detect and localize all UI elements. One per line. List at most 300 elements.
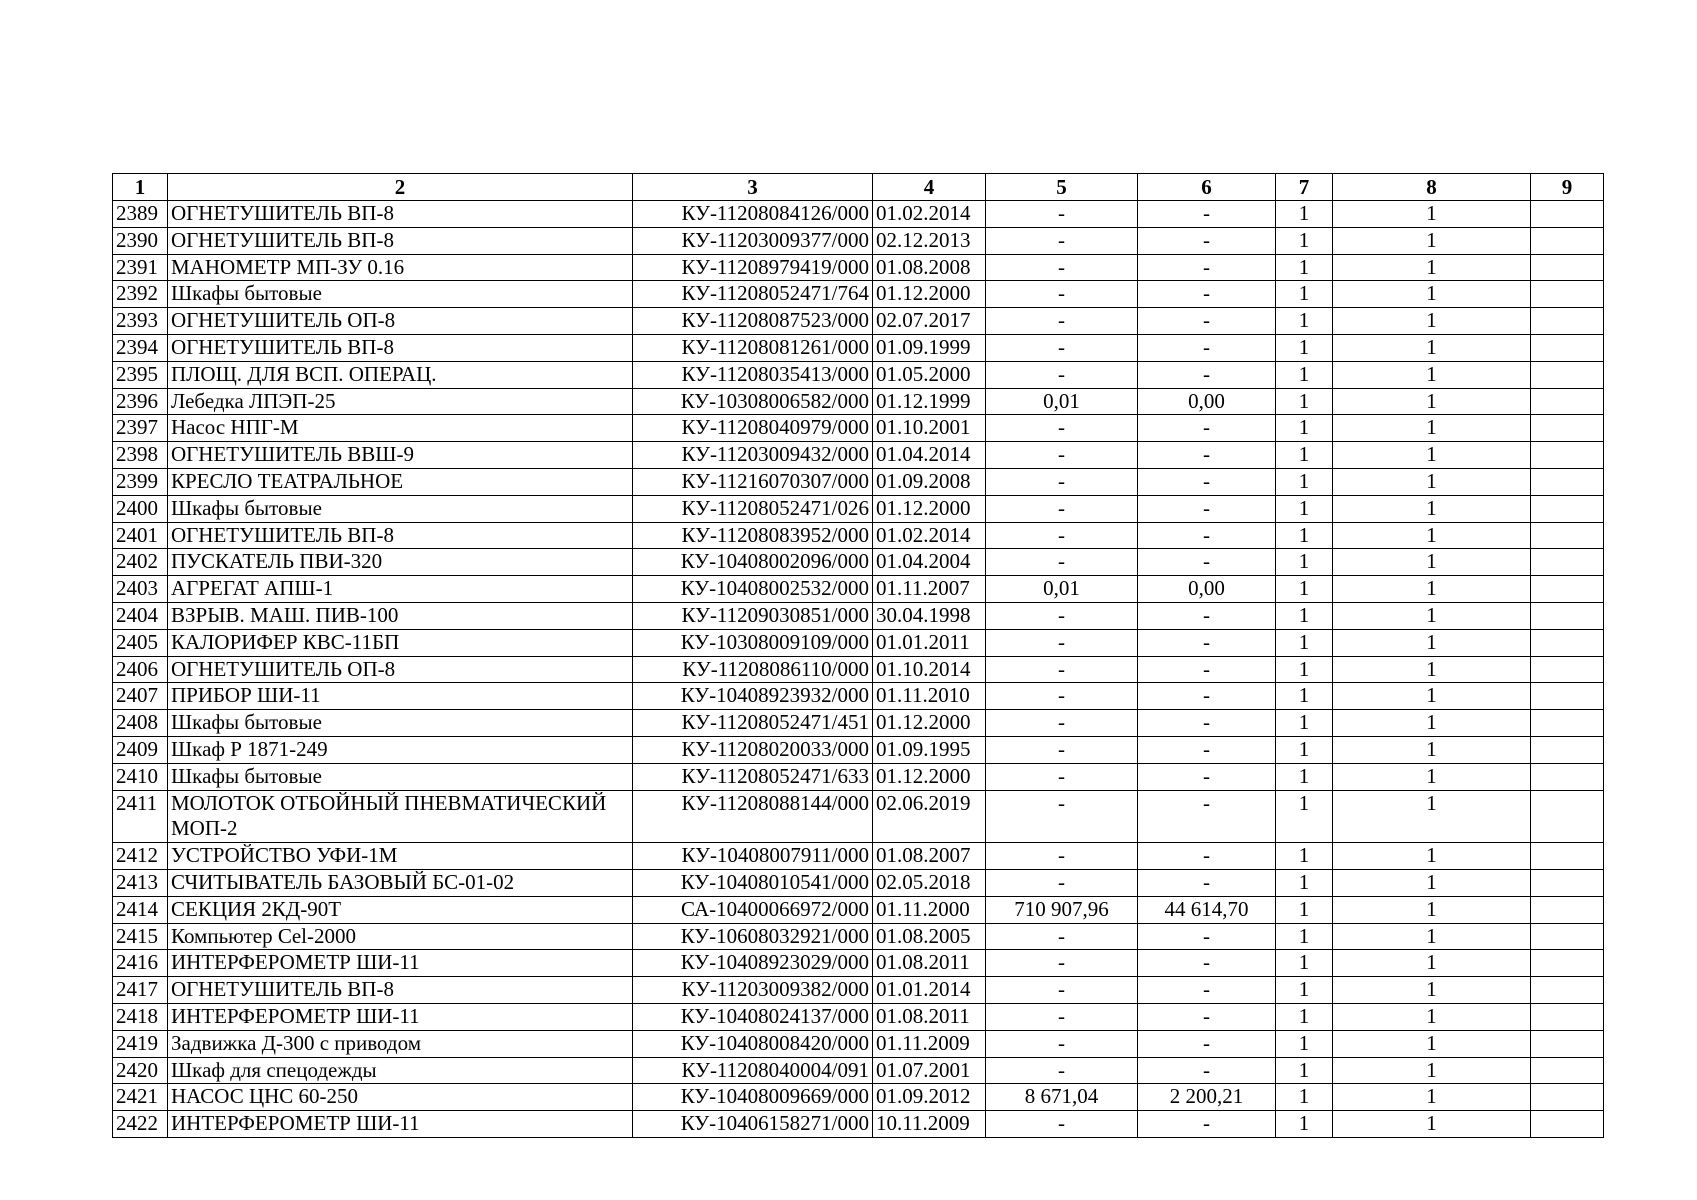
row-number-cell: 2406	[113, 656, 168, 683]
item-name-cell: Шкафы бытовые	[168, 763, 633, 790]
item-name-cell: АГРЕГАТ АПШ-1	[168, 576, 633, 603]
document-page	[112, 173, 1603, 1138]
value-cell-6: -	[1138, 683, 1276, 710]
empty-cell-9	[1531, 576, 1604, 603]
table-row	[113, 602, 1604, 629]
quantity-cell-7: 1	[1276, 522, 1333, 549]
quantity-cell-7: 1	[1276, 1057, 1333, 1084]
quantity-cell-7: 1	[1276, 843, 1333, 870]
row-number-cell: 2396	[113, 388, 168, 415]
quantity-cell-7: 1	[1276, 656, 1333, 683]
value-cell-5: -	[986, 1003, 1138, 1030]
value-cell-5: -	[986, 790, 1138, 843]
inventory-code-cell: КУ-10408007911/000	[633, 843, 873, 870]
quantity-cell-7: 1	[1276, 1030, 1333, 1057]
quantity-cell-7: 1	[1276, 763, 1333, 790]
empty-cell-9	[1531, 254, 1604, 281]
table-body	[113, 201, 1604, 1138]
value-cell-6: 0,00	[1138, 576, 1276, 603]
inventory-code-cell: КУ-11208979419/000	[633, 254, 873, 281]
empty-cell-9	[1531, 522, 1604, 549]
inventory-code-cell: КУ-10408009669/000	[633, 1084, 873, 1111]
quantity-cell-8: 1	[1333, 254, 1531, 281]
value-cell-6: -	[1138, 843, 1276, 870]
row-number-cell: 2421	[113, 1084, 168, 1111]
table-row	[113, 1030, 1604, 1057]
quantity-cell-8: 1	[1333, 977, 1531, 1004]
value-cell-6: -	[1138, 763, 1276, 790]
date-cell: 01.08.2005	[873, 923, 986, 950]
quantity-cell-8: 1	[1333, 227, 1531, 254]
inventory-code-cell: КУ-10408010541/000	[633, 869, 873, 896]
item-name-cell: ОГНЕТУШИТЕЛЬ ВВШ-9	[168, 442, 633, 469]
table-row	[113, 843, 1604, 870]
quantity-cell-7: 1	[1276, 629, 1333, 656]
value-cell-6: -	[1138, 923, 1276, 950]
quantity-cell-8: 1	[1333, 602, 1531, 629]
value-cell-5: -	[986, 361, 1138, 388]
table-row	[113, 361, 1604, 388]
row-number-cell: 2392	[113, 281, 168, 308]
value-cell-5: -	[986, 656, 1138, 683]
date-cell: 01.12.2000	[873, 763, 986, 790]
row-number-cell: 2405	[113, 629, 168, 656]
value-cell-6: -	[1138, 977, 1276, 1004]
row-number-cell: 2390	[113, 227, 168, 254]
date-cell: 01.04.2014	[873, 442, 986, 469]
date-cell: 01.08.2008	[873, 254, 986, 281]
quantity-cell-8: 1	[1333, 1057, 1531, 1084]
empty-cell-9	[1531, 923, 1604, 950]
quantity-cell-8: 1	[1333, 790, 1531, 843]
empty-cell-9	[1531, 950, 1604, 977]
value-cell-6: -	[1138, 602, 1276, 629]
column-header-1: 1	[113, 174, 168, 201]
empty-cell-9	[1531, 1030, 1604, 1057]
date-cell: 01.10.2001	[873, 415, 986, 442]
inventory-code-cell: КУ-10608032921/000	[633, 923, 873, 950]
quantity-cell-8: 1	[1333, 656, 1531, 683]
item-name-cell: Шкаф для спецодежды	[168, 1057, 633, 1084]
empty-cell-9	[1531, 896, 1604, 923]
value-cell-6: -	[1138, 495, 1276, 522]
date-cell: 01.09.2012	[873, 1084, 986, 1111]
value-cell-5: -	[986, 468, 1138, 495]
table-row	[113, 201, 1604, 228]
date-cell: 01.12.2000	[873, 281, 986, 308]
item-name-cell: ОГНЕТУШИТЕЛЬ ВП-8	[168, 227, 633, 254]
row-number-cell: 2418	[113, 1003, 168, 1030]
empty-cell-9	[1531, 629, 1604, 656]
row-number-cell: 2416	[113, 950, 168, 977]
value-cell-5: 710 907,96	[986, 896, 1138, 923]
value-cell-6: -	[1138, 1057, 1276, 1084]
inventory-code-cell: КУ-11208086110/000	[633, 656, 873, 683]
empty-cell-9	[1531, 227, 1604, 254]
empty-cell-9	[1531, 763, 1604, 790]
table-row	[113, 522, 1604, 549]
quantity-cell-8: 1	[1333, 710, 1531, 737]
date-cell: 01.09.2008	[873, 468, 986, 495]
empty-cell-9	[1531, 736, 1604, 763]
quantity-cell-8: 1	[1333, 549, 1531, 576]
column-header-6: 6	[1138, 174, 1276, 201]
quantity-cell-8: 1	[1333, 308, 1531, 335]
quantity-cell-7: 1	[1276, 710, 1333, 737]
empty-cell-9	[1531, 201, 1604, 228]
table-row	[113, 977, 1604, 1004]
inventory-code-cell: КУ-11208020033/000	[633, 736, 873, 763]
table-row	[113, 656, 1604, 683]
quantity-cell-7: 1	[1276, 308, 1333, 335]
value-cell-5: -	[986, 950, 1138, 977]
empty-cell-9	[1531, 468, 1604, 495]
value-cell-6: -	[1138, 869, 1276, 896]
inventory-code-cell: КУ-10408923029/000	[633, 950, 873, 977]
value-cell-5: -	[986, 869, 1138, 896]
quantity-cell-8: 1	[1333, 923, 1531, 950]
quantity-cell-7: 1	[1276, 576, 1333, 603]
item-name-cell: УСТРОЙСТВО УФИ-1М	[168, 843, 633, 870]
quantity-cell-7: 1	[1276, 468, 1333, 495]
value-cell-5: -	[986, 710, 1138, 737]
item-name-cell: ОГНЕТУШИТЕЛЬ ВП-8	[168, 977, 633, 1004]
column-header-9: 9	[1531, 174, 1604, 201]
row-number-cell: 2403	[113, 576, 168, 603]
row-number-cell: 2397	[113, 415, 168, 442]
column-header-2: 2	[168, 174, 633, 201]
inventory-code-cell: КУ-11208052471/633	[633, 763, 873, 790]
table-row	[113, 950, 1604, 977]
table-header	[113, 174, 1604, 201]
date-cell: 02.05.2018	[873, 869, 986, 896]
quantity-cell-8: 1	[1333, 442, 1531, 469]
empty-cell-9	[1531, 843, 1604, 870]
value-cell-6: -	[1138, 308, 1276, 335]
item-name-cell: Шкафы бытовые	[168, 710, 633, 737]
inventory-code-cell: СА-10400066972/000	[633, 896, 873, 923]
date-cell: 02.07.2017	[873, 308, 986, 335]
row-number-cell: 2413	[113, 869, 168, 896]
value-cell-5: -	[986, 415, 1138, 442]
row-number-cell: 2411	[113, 790, 168, 843]
value-cell-5: -	[986, 522, 1138, 549]
value-cell-5: -	[986, 201, 1138, 228]
table-row	[113, 923, 1604, 950]
value-cell-6: 0,00	[1138, 388, 1276, 415]
value-cell-6: -	[1138, 710, 1276, 737]
table-row	[113, 468, 1604, 495]
item-name-cell: Шкафы бытовые	[168, 281, 633, 308]
item-name-cell: Компьютер Cel-2000	[168, 923, 633, 950]
value-cell-6: -	[1138, 629, 1276, 656]
empty-cell-9	[1531, 308, 1604, 335]
quantity-cell-8: 1	[1333, 361, 1531, 388]
item-name-cell: МАНОМЕТР МП-ЗУ 0.16	[168, 254, 633, 281]
table-row	[113, 576, 1604, 603]
value-cell-6: -	[1138, 950, 1276, 977]
quantity-cell-7: 1	[1276, 201, 1333, 228]
quantity-cell-7: 1	[1276, 1111, 1333, 1138]
table-row	[113, 1003, 1604, 1030]
column-header-4: 4	[873, 174, 986, 201]
quantity-cell-7: 1	[1276, 281, 1333, 308]
row-number-cell: 2394	[113, 334, 168, 361]
item-name-cell: ИНТЕРФЕРОМЕТР ШИ-11	[168, 1003, 633, 1030]
value-cell-5: -	[986, 334, 1138, 361]
item-name-cell: ОГНЕТУШИТЕЛЬ ВП-8	[168, 201, 633, 228]
date-cell: 01.01.2014	[873, 977, 986, 1004]
value-cell-6: -	[1138, 442, 1276, 469]
quantity-cell-7: 1	[1276, 950, 1333, 977]
quantity-cell-7: 1	[1276, 923, 1333, 950]
item-name-cell: ОГНЕТУШИТЕЛЬ ОП-8	[168, 308, 633, 335]
item-name-cell: ОГНЕТУШИТЕЛЬ ВП-8	[168, 334, 633, 361]
quantity-cell-7: 1	[1276, 361, 1333, 388]
date-cell: 01.12.2000	[873, 495, 986, 522]
value-cell-5: -	[986, 227, 1138, 254]
table-row	[113, 227, 1604, 254]
value-cell-5: -	[986, 843, 1138, 870]
value-cell-6: -	[1138, 1111, 1276, 1138]
inventory-code-cell: КУ-11208084126/000	[633, 201, 873, 228]
item-name-cell: ПУСКАТЕЛЬ ПВИ-320	[168, 549, 633, 576]
date-cell: 01.08.2007	[873, 843, 986, 870]
value-cell-5: -	[986, 977, 1138, 1004]
inventory-code-cell: КУ-11208088144/000	[633, 790, 873, 843]
inventory-code-cell: КУ-11208052471/451	[633, 710, 873, 737]
date-cell: 01.11.2000	[873, 896, 986, 923]
date-cell: 01.08.2011	[873, 950, 986, 977]
inventory-code-cell: КУ-11208087523/000	[633, 308, 873, 335]
table-row	[113, 790, 1604, 843]
row-number-cell: 2404	[113, 602, 168, 629]
value-cell-6: -	[1138, 1003, 1276, 1030]
row-number-cell: 2400	[113, 495, 168, 522]
table-row	[113, 442, 1604, 469]
table-row	[113, 1057, 1604, 1084]
table-row	[113, 629, 1604, 656]
empty-cell-9	[1531, 281, 1604, 308]
date-cell: 01.01.2011	[873, 629, 986, 656]
inventory-code-cell: КУ-11208040979/000	[633, 415, 873, 442]
empty-cell-9	[1531, 977, 1604, 1004]
value-cell-5: 0,01	[986, 576, 1138, 603]
table-row	[113, 281, 1604, 308]
empty-cell-9	[1531, 1111, 1604, 1138]
inventory-code-cell: КУ-11203009432/000	[633, 442, 873, 469]
table-row	[113, 1111, 1604, 1138]
row-number-cell: 2391	[113, 254, 168, 281]
item-name-cell: Насос НПГ-М	[168, 415, 633, 442]
row-number-cell: 2422	[113, 1111, 168, 1138]
value-cell-5: -	[986, 602, 1138, 629]
row-number-cell: 2393	[113, 308, 168, 335]
table-row	[113, 308, 1604, 335]
row-number-cell: 2401	[113, 522, 168, 549]
date-cell: 01.11.2010	[873, 683, 986, 710]
row-number-cell: 2395	[113, 361, 168, 388]
empty-cell-9	[1531, 388, 1604, 415]
date-cell: 01.04.2004	[873, 549, 986, 576]
date-cell: 02.12.2013	[873, 227, 986, 254]
value-cell-6: -	[1138, 201, 1276, 228]
inventory-code-cell: КУ-10408923932/000	[633, 683, 873, 710]
row-number-cell: 2419	[113, 1030, 168, 1057]
date-cell: 01.10.2014	[873, 656, 986, 683]
item-name-cell: СЕКЦИЯ 2КД-90Т	[168, 896, 633, 923]
row-number-cell: 2402	[113, 549, 168, 576]
empty-cell-9	[1531, 1084, 1604, 1111]
quantity-cell-7: 1	[1276, 869, 1333, 896]
value-cell-5: -	[986, 763, 1138, 790]
table-row	[113, 869, 1604, 896]
table-row	[113, 254, 1604, 281]
inventory-code-cell: КУ-10408008420/000	[633, 1030, 873, 1057]
item-name-cell: ВЗРЫВ. МАШ. ПИВ-100	[168, 602, 633, 629]
column-header-3: 3	[633, 174, 873, 201]
quantity-cell-7: 1	[1276, 227, 1333, 254]
value-cell-5: -	[986, 308, 1138, 335]
quantity-cell-8: 1	[1333, 495, 1531, 522]
value-cell-5: 0,01	[986, 388, 1138, 415]
inventory-code-cell: КУ-10408002096/000	[633, 549, 873, 576]
value-cell-5: -	[986, 1057, 1138, 1084]
date-cell: 01.11.2009	[873, 1030, 986, 1057]
row-number-cell: 2398	[113, 442, 168, 469]
row-number-cell: 2417	[113, 977, 168, 1004]
inventory-code-cell: КУ-10406158271/000	[633, 1111, 873, 1138]
item-name-cell: Лебедка ЛПЭП-25	[168, 388, 633, 415]
quantity-cell-7: 1	[1276, 977, 1333, 1004]
inventory-code-cell: КУ-11208052471/764	[633, 281, 873, 308]
date-cell: 01.09.1995	[873, 736, 986, 763]
value-cell-6: -	[1138, 415, 1276, 442]
empty-cell-9	[1531, 495, 1604, 522]
value-cell-6: -	[1138, 361, 1276, 388]
quantity-cell-7: 1	[1276, 1084, 1333, 1111]
table-row	[113, 549, 1604, 576]
empty-cell-9	[1531, 602, 1604, 629]
row-number-cell: 2399	[113, 468, 168, 495]
quantity-cell-8: 1	[1333, 522, 1531, 549]
quantity-cell-8: 1	[1333, 869, 1531, 896]
date-cell: 01.07.2001	[873, 1057, 986, 1084]
inventory-code-cell: КУ-11203009377/000	[633, 227, 873, 254]
row-number-cell: 2414	[113, 896, 168, 923]
row-number-cell: 2415	[113, 923, 168, 950]
value-cell-6: -	[1138, 736, 1276, 763]
quantity-cell-7: 1	[1276, 683, 1333, 710]
value-cell-5: -	[986, 495, 1138, 522]
date-cell: 01.02.2014	[873, 522, 986, 549]
row-number-cell: 2409	[113, 736, 168, 763]
table-row	[113, 334, 1604, 361]
quantity-cell-8: 1	[1333, 683, 1531, 710]
empty-cell-9	[1531, 790, 1604, 843]
quantity-cell-7: 1	[1276, 602, 1333, 629]
item-name-cell: НАСОС ЦНС 60-250	[168, 1084, 633, 1111]
inventory-code-cell: КУ-11216070307/000	[633, 468, 873, 495]
quantity-cell-8: 1	[1333, 1111, 1531, 1138]
inventory-code-cell: КУ-11208083952/000	[633, 522, 873, 549]
row-number-cell: 2389	[113, 201, 168, 228]
quantity-cell-8: 1	[1333, 468, 1531, 495]
table-row	[113, 683, 1604, 710]
date-cell: 10.11.2009	[873, 1111, 986, 1138]
value-cell-6: -	[1138, 334, 1276, 361]
value-cell-6: -	[1138, 227, 1276, 254]
value-cell-6: -	[1138, 549, 1276, 576]
item-name-cell: ОГНЕТУШИТЕЛЬ ОП-8	[168, 656, 633, 683]
value-cell-5: -	[986, 629, 1138, 656]
item-name-cell: ОГНЕТУШИТЕЛЬ ВП-8	[168, 522, 633, 549]
item-name-cell: ИНТЕРФЕРОМЕТР ШИ-11	[168, 950, 633, 977]
table-row	[113, 1084, 1604, 1111]
empty-cell-9	[1531, 656, 1604, 683]
quantity-cell-8: 1	[1333, 763, 1531, 790]
register-table	[112, 173, 1604, 1138]
quantity-cell-8: 1	[1333, 1084, 1531, 1111]
table-row	[113, 710, 1604, 737]
quantity-cell-7: 1	[1276, 549, 1333, 576]
value-cell-6: -	[1138, 468, 1276, 495]
value-cell-6: -	[1138, 281, 1276, 308]
inventory-code-cell: КУ-10408002532/000	[633, 576, 873, 603]
value-cell-5: -	[986, 923, 1138, 950]
value-cell-5: 8 671,04	[986, 1084, 1138, 1111]
value-cell-6: 44 614,70	[1138, 896, 1276, 923]
empty-cell-9	[1531, 683, 1604, 710]
date-cell: 01.12.1999	[873, 388, 986, 415]
empty-cell-9	[1531, 1003, 1604, 1030]
date-cell: 01.12.2000	[873, 710, 986, 737]
table-row	[113, 763, 1604, 790]
quantity-cell-8: 1	[1333, 1003, 1531, 1030]
quantity-cell-8: 1	[1333, 629, 1531, 656]
row-number-cell: 2407	[113, 683, 168, 710]
item-name-cell: КРЕСЛО ТЕАТРАЛЬНОЕ	[168, 468, 633, 495]
inventory-code-cell: КУ-10308006582/000	[633, 388, 873, 415]
item-name-cell: Задвижка Д-300 с приводом	[168, 1030, 633, 1057]
value-cell-6: -	[1138, 656, 1276, 683]
quantity-cell-8: 1	[1333, 736, 1531, 763]
item-name-cell: Шкаф Р 1871-249	[168, 736, 633, 763]
date-cell: 01.05.2000	[873, 361, 986, 388]
empty-cell-9	[1531, 710, 1604, 737]
quantity-cell-8: 1	[1333, 415, 1531, 442]
empty-cell-9	[1531, 334, 1604, 361]
value-cell-5: -	[986, 1030, 1138, 1057]
value-cell-6: -	[1138, 254, 1276, 281]
table-row	[113, 736, 1604, 763]
quantity-cell-7: 1	[1276, 442, 1333, 469]
quantity-cell-8: 1	[1333, 1030, 1531, 1057]
quantity-cell-7: 1	[1276, 495, 1333, 522]
item-name-cell: КАЛОРИФЕР КВС-11БП	[168, 629, 633, 656]
inventory-code-cell: КУ-10308009109/000	[633, 629, 873, 656]
column-header-7: 7	[1276, 174, 1333, 201]
column-header-8: 8	[1333, 174, 1531, 201]
inventory-code-cell: КУ-11209030851/000	[633, 602, 873, 629]
item-name-cell: ПРИБОР ШИ-11	[168, 683, 633, 710]
value-cell-5: -	[986, 736, 1138, 763]
quantity-cell-7: 1	[1276, 736, 1333, 763]
date-cell: 02.06.2019	[873, 790, 986, 843]
quantity-cell-8: 1	[1333, 843, 1531, 870]
quantity-cell-7: 1	[1276, 790, 1333, 843]
item-name-cell: ИНТЕРФЕРОМЕТР ШИ-11	[168, 1111, 633, 1138]
